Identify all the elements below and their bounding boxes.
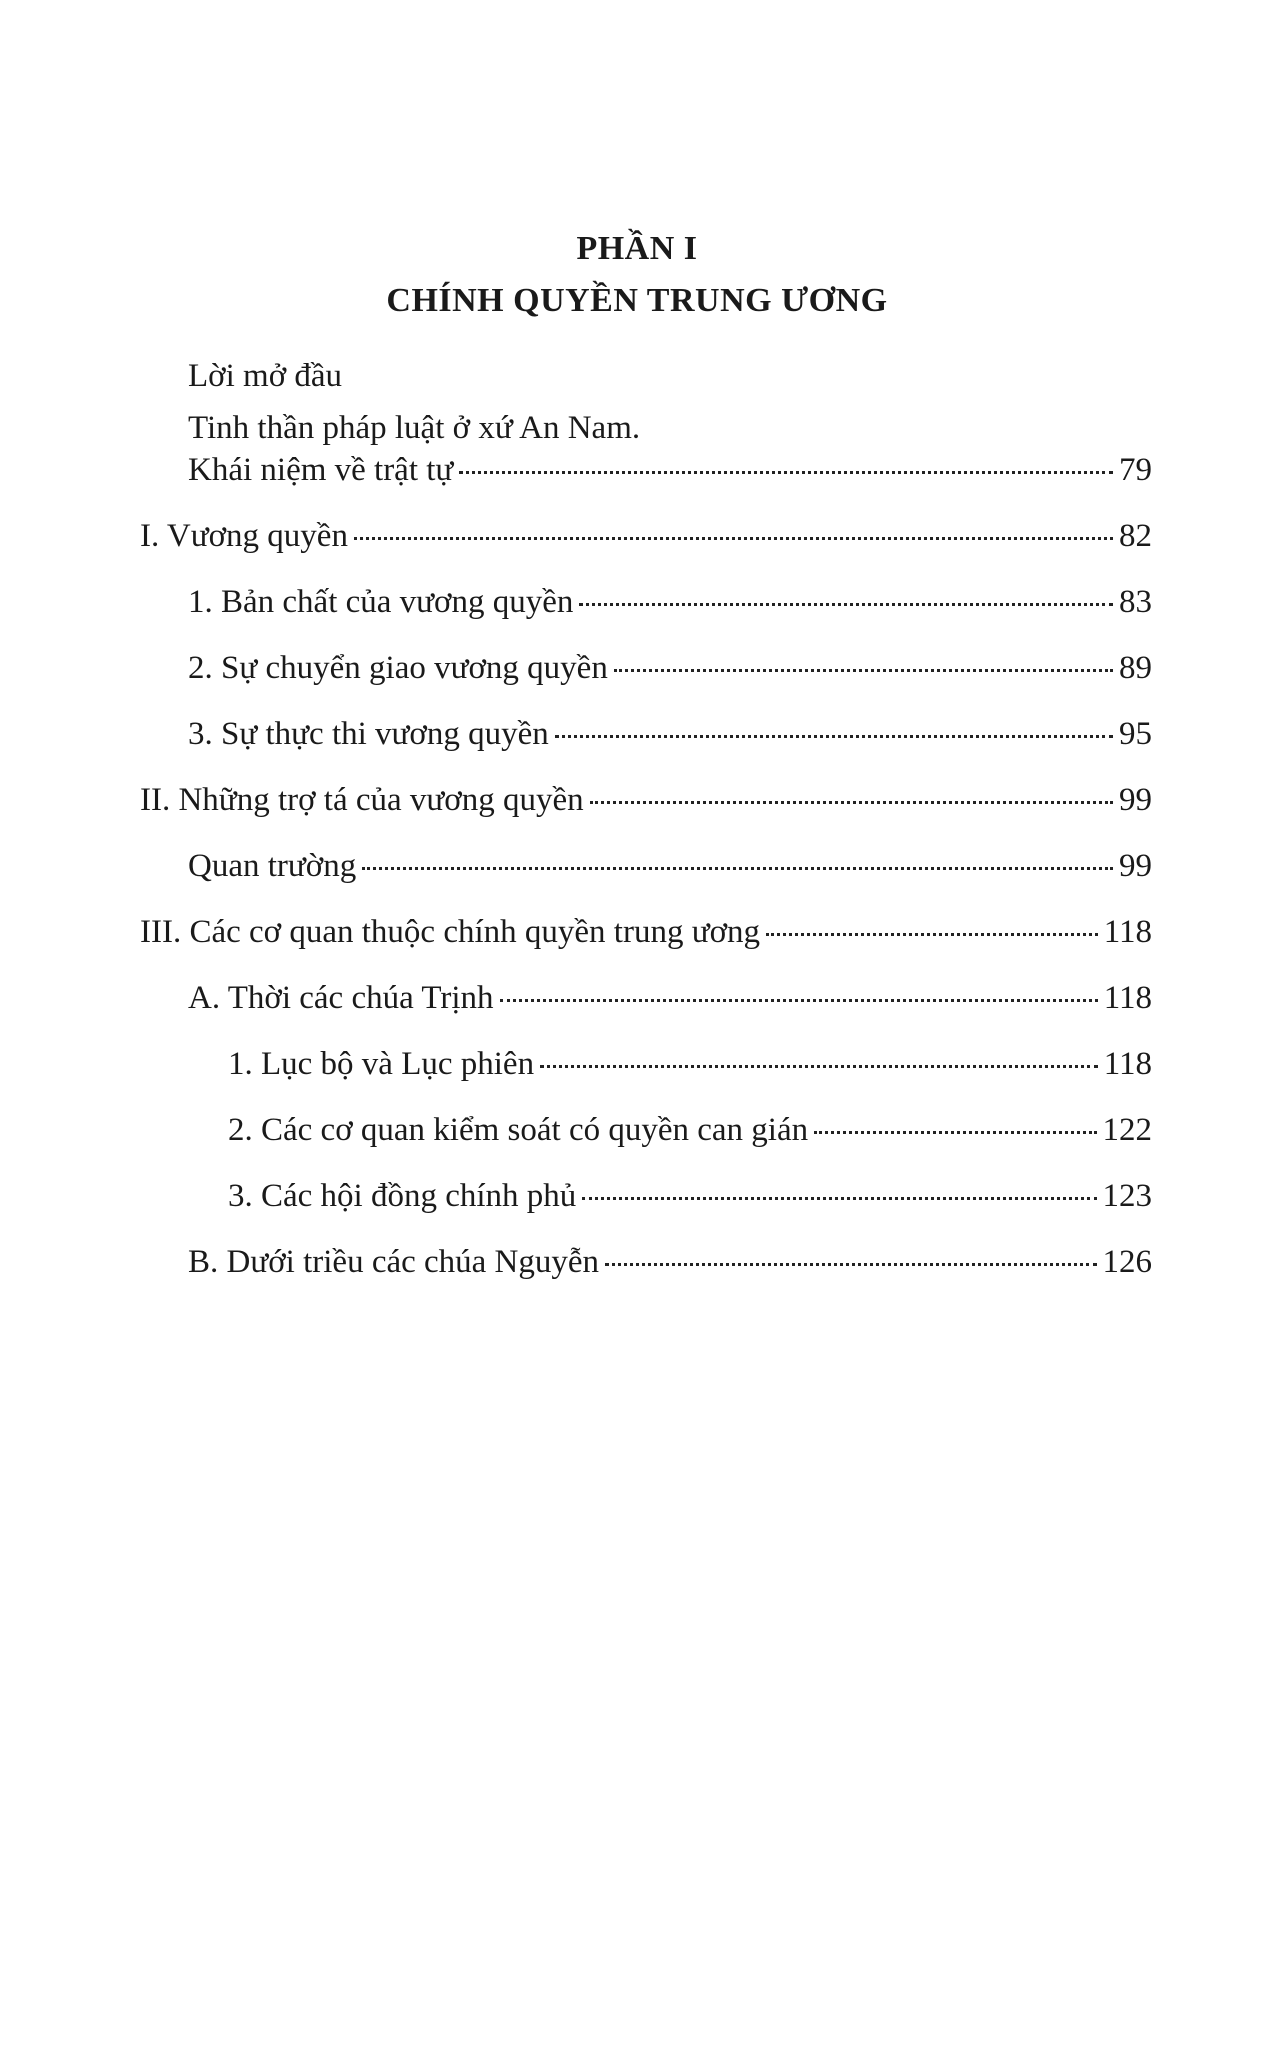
toc-entry-page: 95 <box>1119 716 1152 752</box>
toc-entry[interactable] <box>140 914 1152 958</box>
dot-leader <box>540 1065 1098 1068</box>
toc-entry-label: Quan trường <box>188 848 357 884</box>
toc-entry-page: 118 <box>1103 980 1152 1016</box>
dot-leader <box>354 537 1113 540</box>
dot-leader <box>590 801 1113 804</box>
toc-entry-page: 99 <box>1119 782 1152 818</box>
toc-entry[interactable] <box>188 1244 1152 1288</box>
toc-entry-page: 99 <box>1119 848 1152 884</box>
part-heading: PHẦN I <box>576 230 698 267</box>
toc-entry[interactable] <box>188 980 1152 1024</box>
dot-leader <box>579 603 1113 606</box>
toc-entry-page: 79 <box>1119 452 1152 488</box>
dot-leader <box>362 867 1113 870</box>
toc-entry-page: 123 <box>1102 1178 1152 1214</box>
toc-entry-label: 1. Lục bộ và Lục phiên <box>228 1046 535 1082</box>
toc-entry-page: 122 <box>1102 1112 1152 1148</box>
part-title: CHÍNH QUYỀN TRUNG ƯƠNG <box>386 282 888 319</box>
toc-entry[interactable] <box>188 716 1152 760</box>
toc-entry-label: B. Dưới triều các chúa Nguyễn <box>188 1244 600 1280</box>
toc-entry-label: 2. Sự chuyển giao vương quyền <box>188 650 608 686</box>
dot-leader <box>814 1131 1096 1134</box>
dot-leader <box>614 669 1113 672</box>
toc-entry[interactable] <box>188 452 1152 496</box>
toc-entry-label: III. Các cơ quan thuộc chính quyền trung ương <box>140 914 761 950</box>
toc-entry-label: Khái niệm về trật tự <box>188 452 454 488</box>
dot-leader <box>459 471 1113 474</box>
toc-entry-label: 1. Bản chất của vương quyền <box>188 584 574 620</box>
toc-entry-page: 118 <box>1103 1046 1152 1082</box>
toc-entry[interactable] <box>228 1046 1152 1090</box>
toc-entry-label: I. Vương quyền <box>140 518 348 554</box>
intro-line: Lời mở đầu <box>188 358 343 394</box>
intro-line: Tinh thần pháp luật ở xứ An Nam. <box>188 410 641 446</box>
toc-entry[interactable] <box>188 848 1152 892</box>
toc-entry[interactable] <box>140 518 1152 562</box>
dot-leader <box>500 999 1098 1002</box>
toc-entry[interactable] <box>140 782 1152 826</box>
toc-entry[interactable] <box>228 1178 1152 1222</box>
toc-entry-label: 3. Các hội đồng chính phủ <box>228 1178 577 1214</box>
toc-entry-label: II. Những trợ tá của vương quyền <box>140 782 584 818</box>
toc-entry-page: 82 <box>1119 518 1152 554</box>
toc-entry-label: 3. Sự thực thi vương quyền <box>188 716 549 752</box>
toc-entry-page: 126 <box>1102 1244 1152 1280</box>
dot-leader <box>605 1263 1096 1266</box>
dot-leader <box>582 1197 1096 1200</box>
toc-entry[interactable] <box>188 650 1152 694</box>
toc-entry-page: 83 <box>1119 584 1152 620</box>
toc-entry-label: A. Thời các chúa Trịnh <box>188 980 494 1016</box>
dot-leader <box>766 933 1098 936</box>
toc-entry-page: 89 <box>1119 650 1152 686</box>
toc-entry-label: 2. Các cơ quan kiểm soát có quyền can gián <box>228 1112 809 1148</box>
dot-leader <box>555 735 1113 738</box>
toc-entry-page: 118 <box>1103 914 1152 950</box>
toc-entry[interactable] <box>188 584 1152 628</box>
toc-entry[interactable] <box>228 1112 1152 1156</box>
